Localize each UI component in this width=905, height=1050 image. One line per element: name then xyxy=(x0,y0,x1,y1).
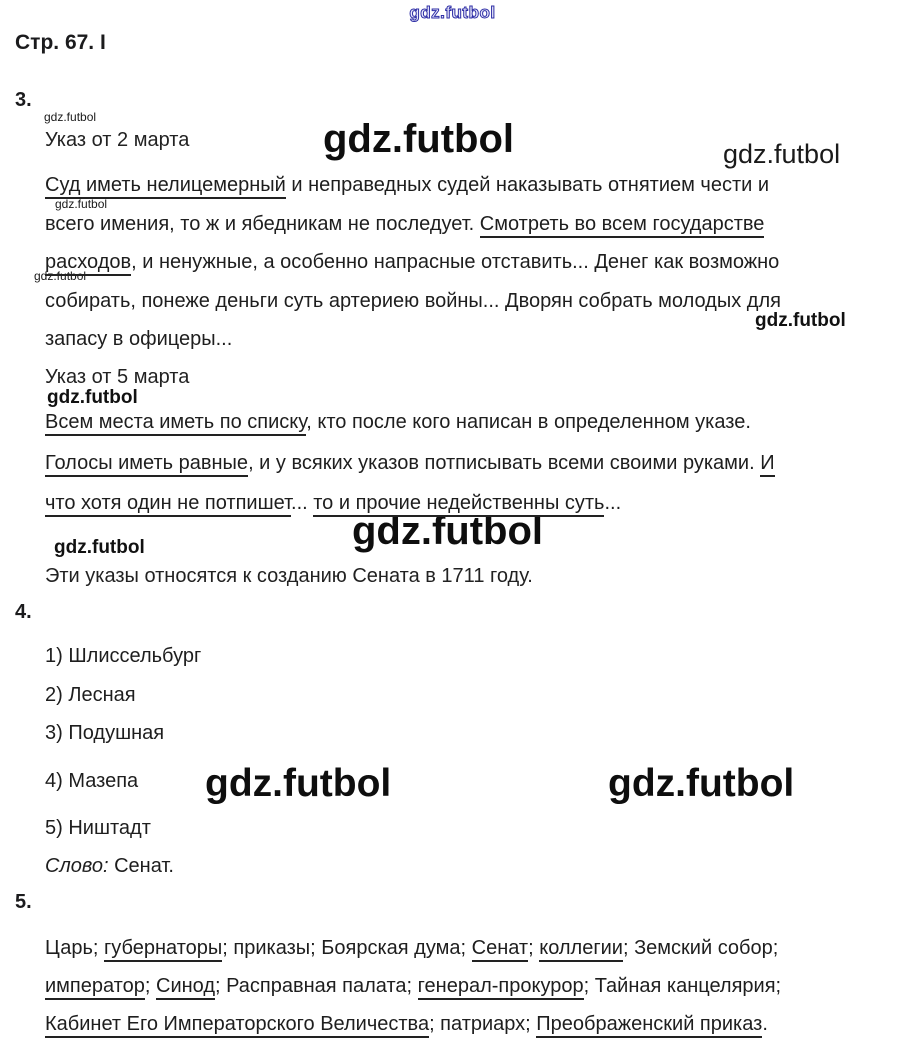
underlined-text: генерал-прокурор xyxy=(418,975,584,1000)
underlined-text: И xyxy=(760,452,774,477)
text-line xyxy=(45,483,905,524)
text-segment: собирать, понеже деньги суть артериею войны... Дворян собрать молодых для xyxy=(45,289,781,312)
watermark-top: gdz.futbol xyxy=(409,3,496,22)
watermark: gdz.futbol xyxy=(323,117,515,161)
text-segment: ; патриарх; xyxy=(429,1013,537,1035)
watermark: gdz.futbol xyxy=(55,197,108,211)
underlined-text: Всем места иметь по списку xyxy=(45,411,306,436)
text-line xyxy=(45,320,905,359)
section-5-number: 5. xyxy=(15,891,32,913)
underlined-text: Синод xyxy=(156,975,215,1000)
text-segment: ... xyxy=(291,492,314,514)
underlined-text: Преображенский приказ xyxy=(536,1013,762,1038)
watermark: gdz.futbol xyxy=(47,387,138,408)
underlined-text: Сенат xyxy=(472,937,528,962)
text-segment: , и ненужные, а особенно напрасные отставить... Денег как возможно xyxy=(131,251,780,273)
underlined-text: Суд иметь нелицемерный xyxy=(45,174,286,199)
underlined-text: губернаторы xyxy=(104,937,222,962)
text-segment: Сенат. xyxy=(108,855,174,877)
watermark: gdz.futbol xyxy=(34,269,87,283)
text-segment: ; xyxy=(528,937,540,959)
watermark: gdz.futbol xyxy=(205,762,392,805)
text-segment: запасу в офицеры... xyxy=(45,328,233,350)
text-segment: ; Расправная палата; xyxy=(215,975,418,997)
watermark: gdz.futbol xyxy=(723,139,841,169)
underlined-text: Голосы иметь равные xyxy=(45,452,248,477)
list-item: 5) Ништадт xyxy=(45,817,151,839)
section-3-number: 3. xyxy=(15,89,32,111)
page-title: Стр. 67. I xyxy=(15,31,106,54)
section-4-number: 4. xyxy=(15,601,32,623)
text-line xyxy=(45,205,905,244)
text-segment: , кто после кого написан в определенном указе. xyxy=(306,411,751,433)
underlined-text: коллегии xyxy=(539,937,623,962)
underlined-text: что хотя один не потпишет xyxy=(45,492,291,517)
text-segment: . xyxy=(762,1013,768,1035)
text-segment: всего имения, то ж и ябедникам не последует. xyxy=(45,212,480,235)
text-line xyxy=(45,1005,905,1043)
text-line xyxy=(45,402,905,443)
text-segment: , и у всяких указов потписывать всеми своими руками. xyxy=(248,451,761,474)
text-line xyxy=(45,967,905,1005)
section-3-conclusion: Эти указы относятся к созданию Сената в 1711 году. xyxy=(45,565,533,587)
underlined-text: Смотреть во всем государстве xyxy=(480,213,765,238)
list-item: 3) Подушная xyxy=(45,722,165,744)
text-segment: Слово: xyxy=(45,855,109,877)
underlined-text: расходов xyxy=(45,251,131,276)
answer-word-line xyxy=(45,855,174,878)
section-5-terms xyxy=(45,929,905,1043)
text-segment: ; xyxy=(144,975,156,997)
watermark: gdz.futbol xyxy=(755,310,846,331)
list-item: 1) Шлиссельбург xyxy=(45,645,202,667)
decree-march-2-text xyxy=(45,166,905,359)
watermark: gdz.futbol xyxy=(44,110,97,124)
text-segment: ... xyxy=(604,492,622,514)
watermark: gdz.futbol xyxy=(352,509,544,553)
text-segment: ; приказы; Боярская дума; xyxy=(222,937,472,959)
text-segment: ; Тайная канцелярия; xyxy=(583,975,782,997)
underlined-text: Кабинет Его Императорского Величества xyxy=(45,1013,429,1038)
list-item: 2) Лесная xyxy=(45,684,136,706)
text-line xyxy=(45,166,905,205)
text-line xyxy=(45,929,905,967)
text-line xyxy=(45,282,905,321)
list-item: 4) Мазепа xyxy=(45,770,139,792)
watermark: gdz.futbol xyxy=(608,762,795,805)
underlined-text: то и прочие недейственны суть xyxy=(313,492,604,517)
decree-march-5-text xyxy=(45,402,905,524)
watermark: gdz.futbol xyxy=(54,537,145,558)
text-segment: и неправедных судей наказывать отнятием чести и xyxy=(285,174,770,196)
text-segment: ; Земский собор; xyxy=(622,937,779,959)
decree-label-march-2: Указ от 2 марта xyxy=(45,129,190,151)
text-line xyxy=(45,855,174,878)
decree-label-march-5: Указ от 5 марта xyxy=(45,366,190,388)
text-line xyxy=(45,243,905,282)
underlined-text: император xyxy=(45,975,145,1000)
text-line xyxy=(45,443,905,484)
text-segment: Царь; xyxy=(45,937,105,959)
